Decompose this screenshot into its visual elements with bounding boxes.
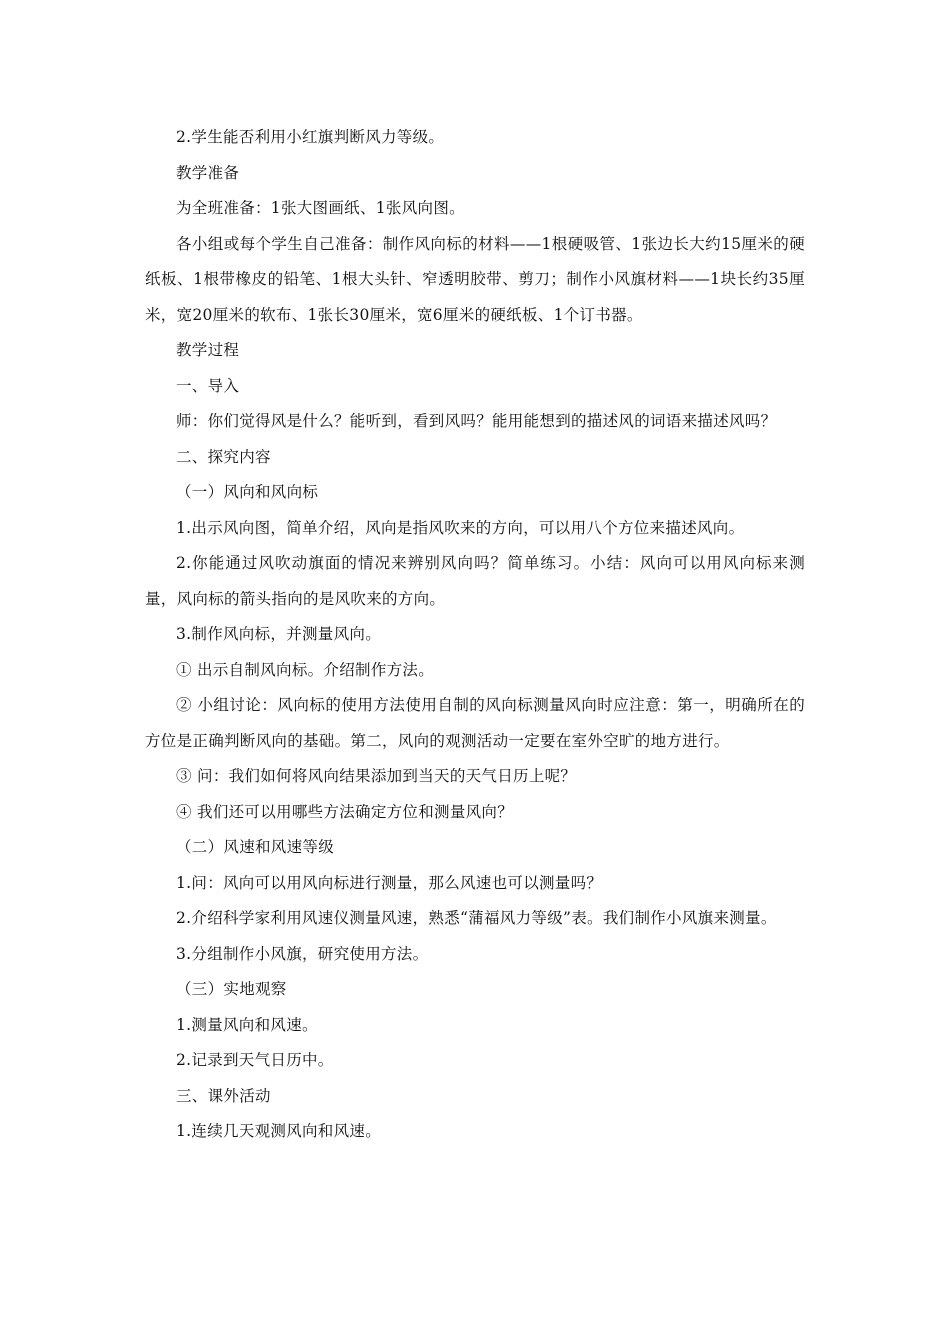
paragraph-wind-speed-1: 1.问：风向可以用风向标进行测量，那么风速也可以测量吗？ xyxy=(176,873,603,892)
heading-inquiry-content: 二、探究内容 xyxy=(176,447,271,466)
paragraph-observation-1: 1.测量风向和风速。 xyxy=(176,1015,318,1034)
subheading-field-observation: （三）实地观察 xyxy=(176,980,287,998)
paragraph-teacher-question: 师：你们觉得风是什么？能听到，看到风吗？能用能想到的描述风的词语来描述风吗？ xyxy=(176,412,777,430)
paragraph-wind-speed-2: 2.介绍科学家利用风速仪测量风速，熟悉“蒲福风力等级”表。我们制作小风旗来测量。 xyxy=(176,909,777,927)
heading-teaching-process: 教学过程 xyxy=(176,341,240,359)
list-item-circled-1: ① 出示自制风向标。介绍制作方法。 xyxy=(176,660,435,679)
heading-extracurricular: 三、课外活动 xyxy=(176,1086,271,1105)
paragraph-wind-direction-1: 1.出示风向图，简单介绍，风向是指风吹来的方向，可以用八个方位来描述风向。 xyxy=(176,518,745,537)
paragraph-wind-speed-3: 3.分组制作小风旗，研究使用方法。 xyxy=(176,944,429,963)
paragraph-wind-direction-3: 3.制作风向标，并测量风向。 xyxy=(176,625,381,643)
list-item-circled-3: ③ 问：我们如何将风向结果添加到当天的天气日历上呢？ xyxy=(176,767,577,785)
paragraph-eval-item-2: 2.学生能否利用小红旗判断风力等级。 xyxy=(176,128,445,146)
heading-teaching-preparation: 教学准备 xyxy=(176,163,240,182)
paragraph-observation-2: 2.记录到天气日历中。 xyxy=(176,1051,334,1069)
subheading-wind-direction: （一）风向和风向标 xyxy=(176,483,319,501)
paragraph-class-materials: 为全班准备：1张大图画纸、1张风向图。 xyxy=(176,199,465,217)
document-body xyxy=(145,120,805,1150)
list-item-circled-2: ② 小组讨论：风向标的使用方法使用自制的风向标测量风向时应注意：第一，明确所在的方位是正确判断风向的基础。第二，风向的观测活动一定要在室外空旷的地方进行。 xyxy=(145,696,805,750)
paragraph-extracurricular-1: 1.连续几天观测风向和风速。 xyxy=(176,1122,381,1140)
heading-introduction: 一、导入 xyxy=(176,376,240,395)
paragraph-wind-direction-2: 2.你能通过风吹动旗面的情况来辨别风向吗？简单练习。小结：风向可以用风向标来测量，风向标的箭头指向的是风吹来的方向。 xyxy=(145,554,805,608)
list-item-circled-4: ④ 我们还可以用哪些方法确定方位和测量风向？ xyxy=(176,802,514,821)
paragraph-group-materials: 各小组或每个学生自己准备：制作风向标的材料——1根硬吸管、1张边长大约15厘米的硬纸板、1根带橡皮的铅笔、1根大头针、窄透明胶带、剪刀；制作小风旗材料——1块长约35厘米，宽20厘米的软布、1张长30厘米，宽6厘米的硬纸板、1个订书器。 xyxy=(145,234,805,324)
subheading-wind-speed: （二）风速和风速等级 xyxy=(176,838,335,856)
